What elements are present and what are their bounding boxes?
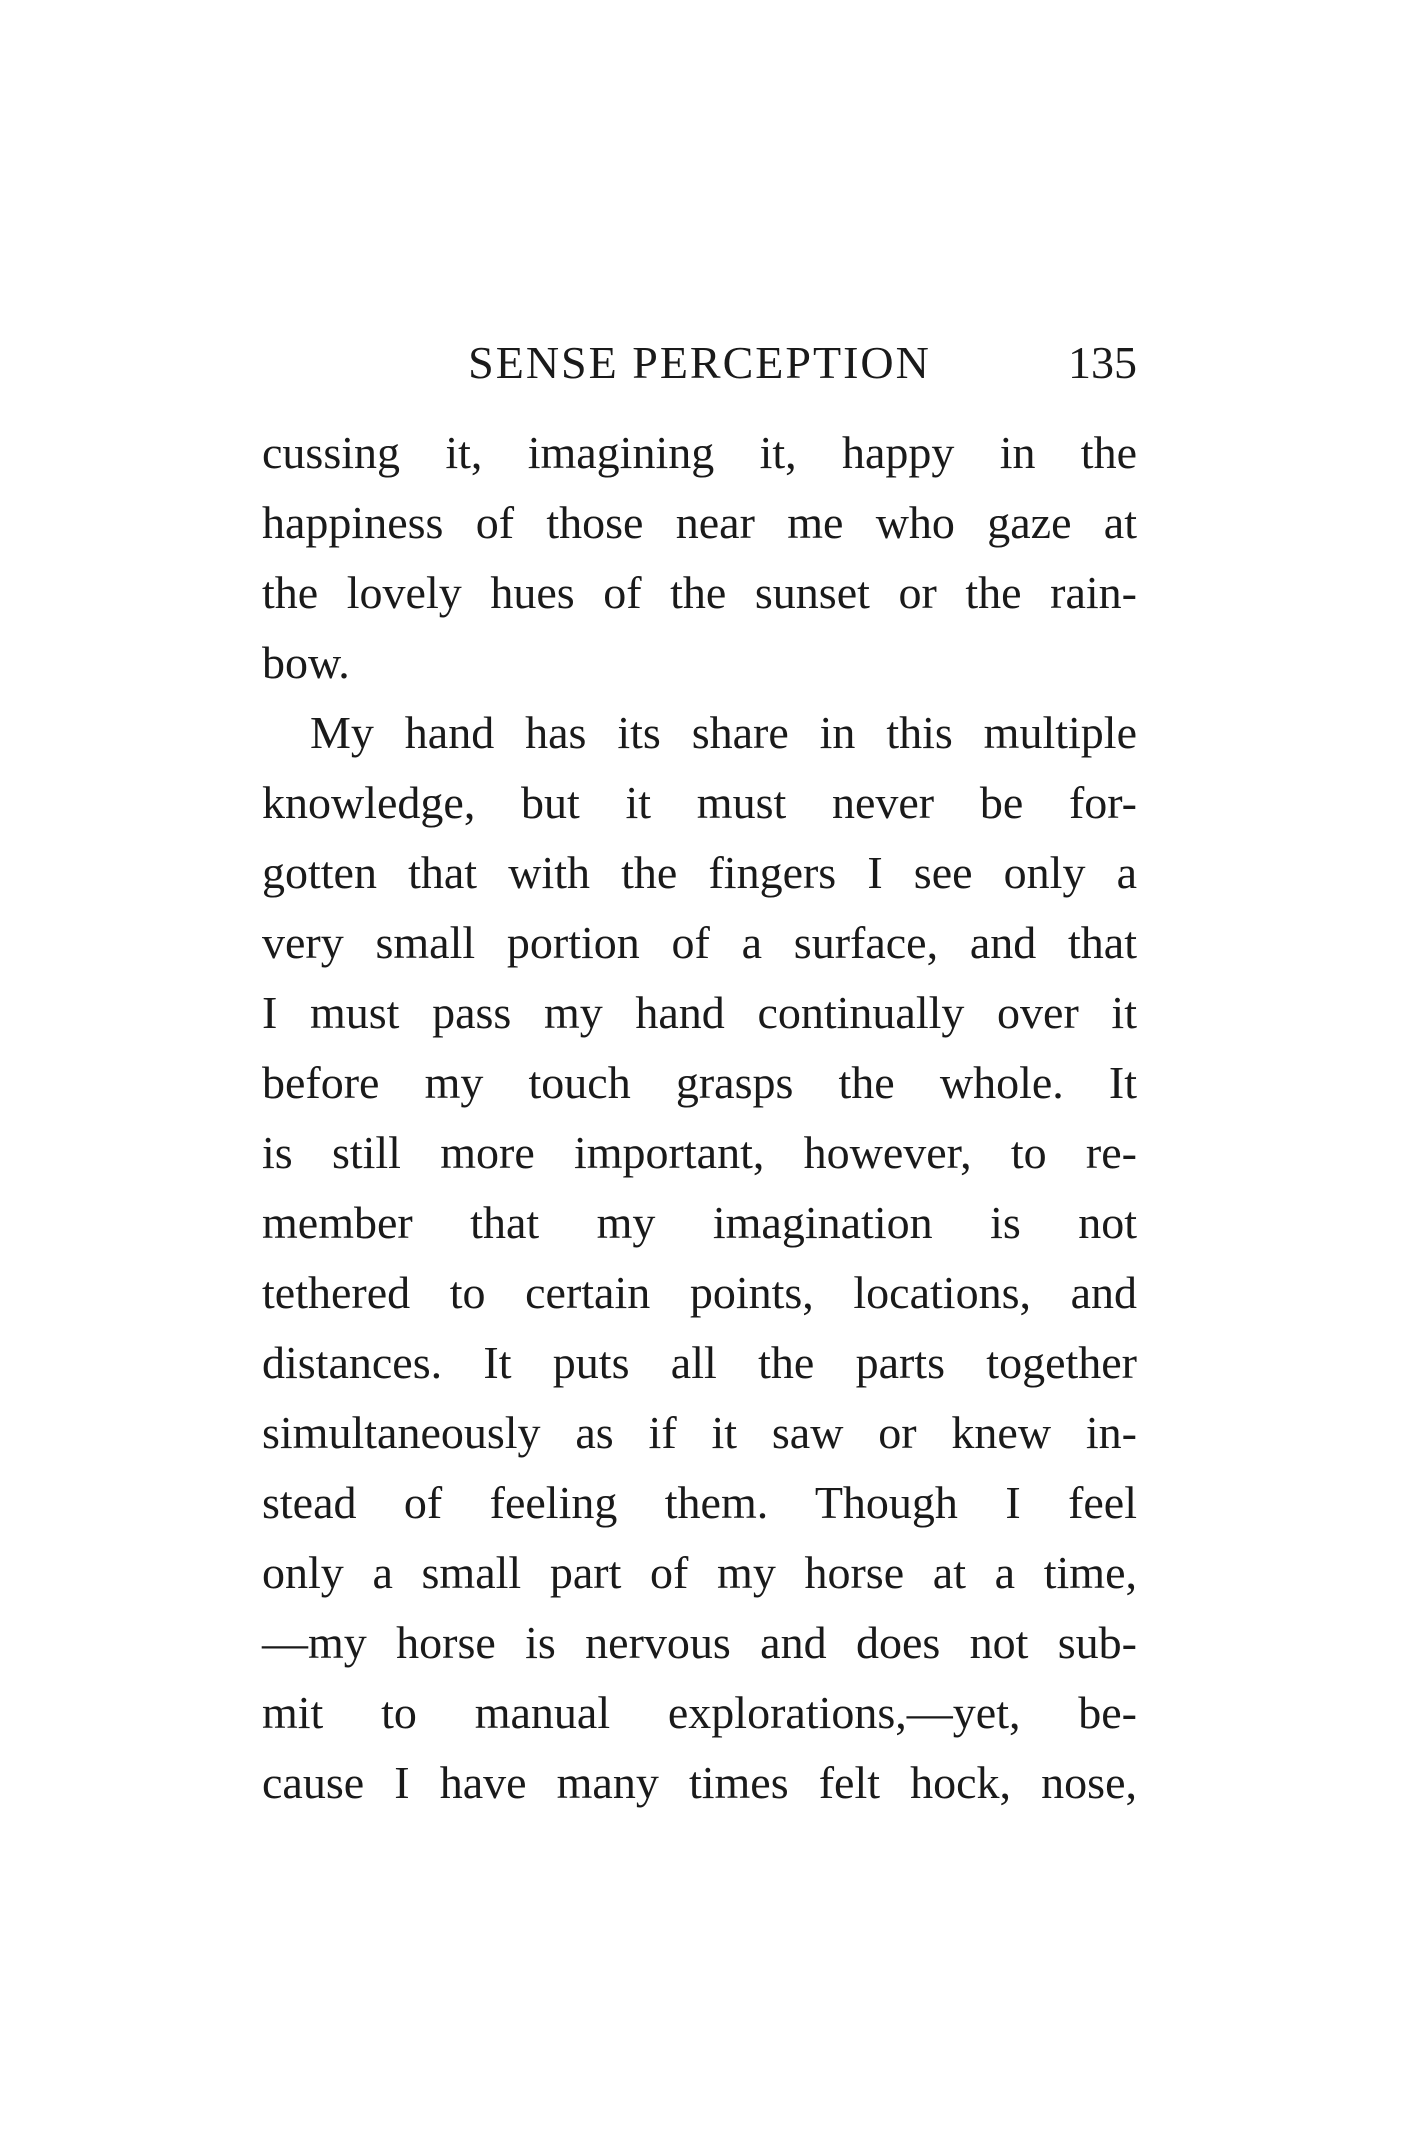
paragraph-1: [262, 418, 1137, 698]
text-line: cussing it, imagining it, happy in the: [262, 427, 1137, 478]
page-number: 135: [1068, 337, 1137, 388]
text-line: only a small part of my horse at a time,: [262, 1547, 1137, 1598]
text-line: distances. It puts all the parts together: [262, 1337, 1137, 1388]
text-line: I must pass my hand continually over it: [262, 987, 1137, 1038]
body-text: [262, 420, 1137, 1818]
text-line: knowledge, but it must never be for-: [262, 777, 1137, 828]
running-title: SENSE PERCEPTION: [468, 337, 931, 388]
text-line: member that my imagination is not: [262, 1197, 1137, 1248]
text-line: stead of feeling them. Though I feel: [262, 1477, 1137, 1528]
text-line: gotten that with the fingers I see only a: [262, 847, 1137, 898]
text-line: My hand has its share in this multiple: [310, 707, 1137, 758]
text-line: very small portion of a surface, and that: [262, 917, 1137, 968]
text-line: the lovely hues of the sunset or the rain-: [262, 567, 1137, 618]
text-line: bow.: [262, 637, 350, 688]
text-line: tethered to certain points, locations, and: [262, 1267, 1137, 1318]
text-line: mit to manual explorations,—yet, be-: [262, 1687, 1137, 1738]
paragraph-2: [262, 698, 1137, 1818]
running-head: [262, 328, 1137, 398]
text-line: —my horse is nervous and does not sub-: [262, 1617, 1137, 1668]
text-line: cause I have many times felt hock, nose,: [262, 1757, 1137, 1808]
text-line: happiness of those near me who gaze at: [262, 497, 1137, 548]
text-line: before my touch grasps the whole. It: [262, 1057, 1137, 1108]
text-line: simultaneously as if it saw or knew in-: [262, 1407, 1137, 1458]
text-line: is still more important, however, to re-: [262, 1127, 1137, 1178]
